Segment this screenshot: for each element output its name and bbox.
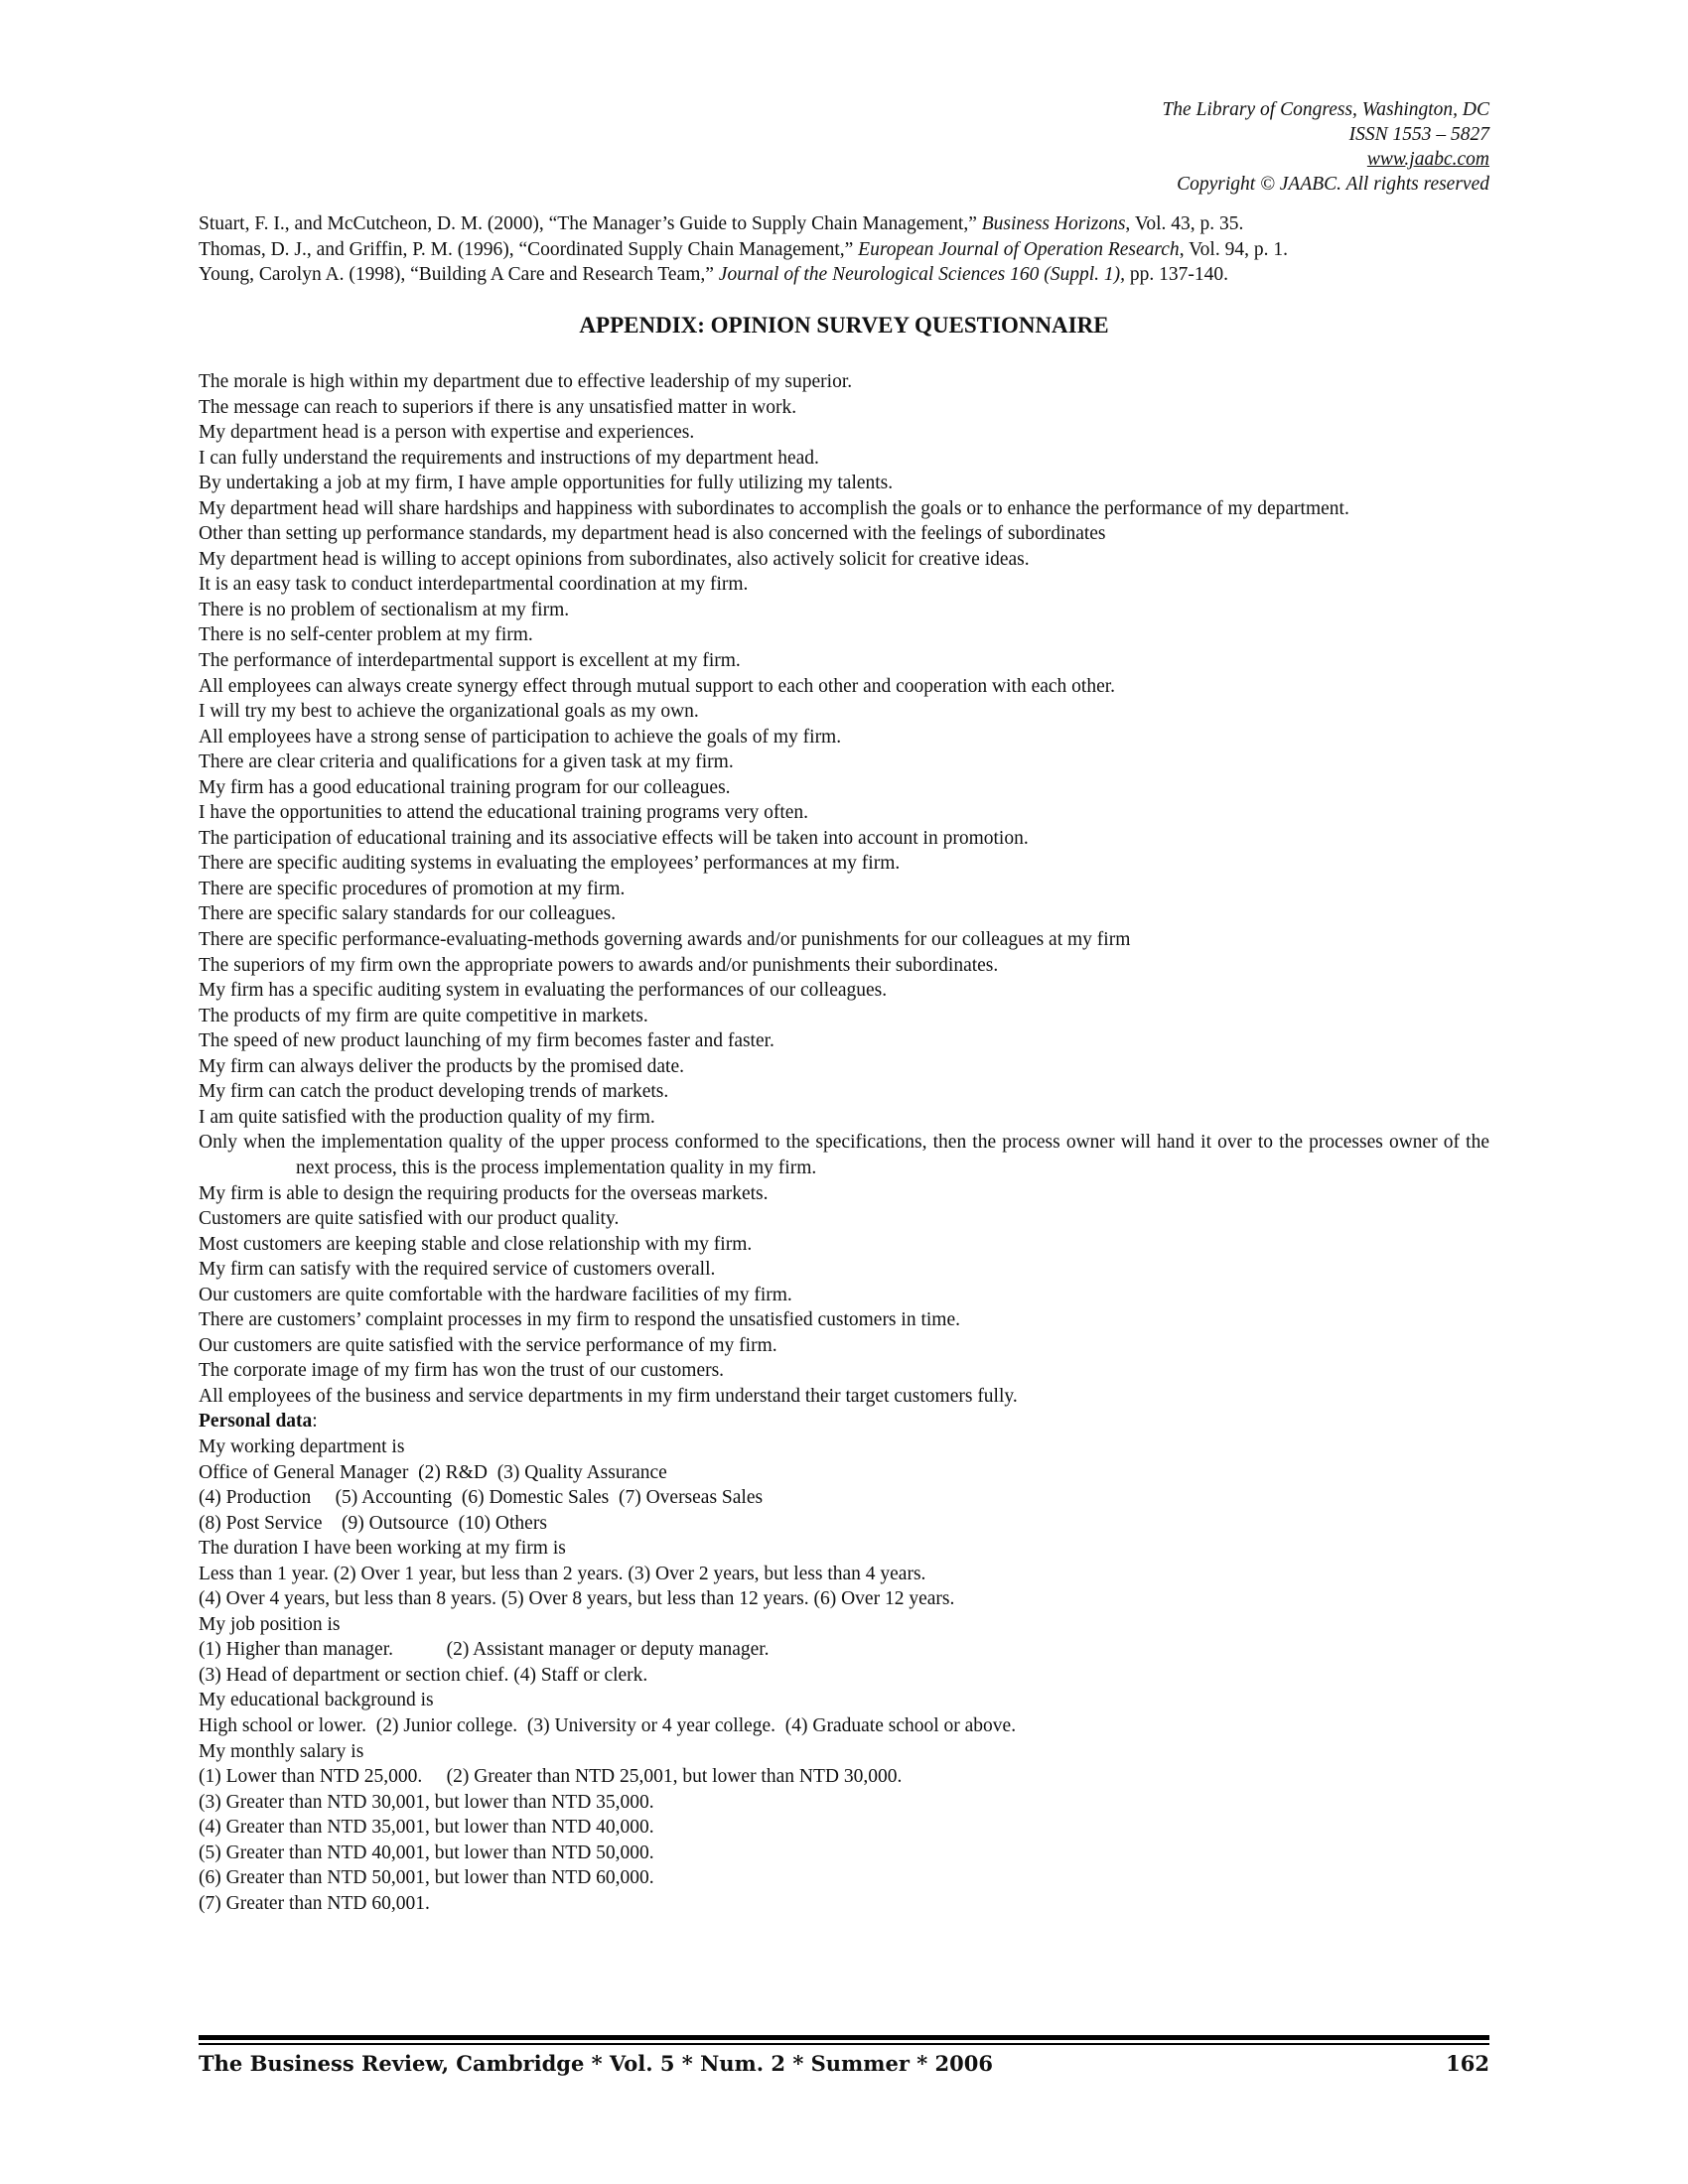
header-issn: ISSN 1553 – 5827 xyxy=(1348,124,1489,145)
survey-item: I am quite satisfied with the production quality of my firm. xyxy=(199,1106,655,1128)
survey-item: I can fully understand the requirements and instructions of my department head. xyxy=(199,447,819,469)
survey-item: My department head is willing to accept opinions from subordinates, also actively solicit for creative ideas. xyxy=(199,548,1030,570)
personal-data-line: My educational background is xyxy=(199,1690,434,1711)
personal-data-line: (4) Greater than NTD 35,001, but lower than NTD 40,000. xyxy=(199,1817,654,1839)
footer-journal: The Business Review, Cambridge * Vol. 5 * Num. 2 * Summer * 2006 xyxy=(199,2051,993,2076)
survey-item: Only when the implementation quality of the upper process conformed to the specifications, then the process owner will hand it over to the processes owner of the next process, this is the process implementation quality in my firm. xyxy=(199,1132,1489,1178)
survey-item: The morale is high within my department due to effective leadership of my superior. xyxy=(199,371,853,392)
reference-entry: Thomas, D. J., and Griffin, P. M. (1996), “Coordinated Supply Chain Management,” European Journal of Operation Research, Vol. 94, p. 1. xyxy=(199,238,1288,260)
survey-item: The message can reach to superiors if there is any unsatisfied matter in work. xyxy=(199,396,797,418)
survey-item: It is an easy task to conduct interdepartmental coordination at my firm. xyxy=(199,574,749,596)
survey-item: There are specific auditing systems in evaluating the employees’ performances at my firm. xyxy=(199,853,901,875)
survey-item: There are customers’ complaint processes in my firm to respond the unsatisfied customers in time. xyxy=(199,1309,960,1331)
personal-data-line: (8) Post Service (9) Outsource (10) Others xyxy=(199,1512,547,1534)
survey-item: My department head will share hardships and happiness with subordinates to accomplish the goals or to enhance the performance of my department. xyxy=(199,497,1349,519)
survey-item: Customers are quite satisfied with our product quality. xyxy=(199,1208,620,1230)
survey-item: All employees can always create synergy effect through mutual support to each other and cooperation with each other. xyxy=(199,675,1116,697)
survey-item: Other than setting up performance standards, my department head is also concerned with the feelings of subordinates xyxy=(199,523,1106,545)
personal-data-line: (7) Greater than NTD 60,001. xyxy=(199,1892,430,1914)
personal-data-line: (3) Greater than NTD 30,001, but lower than NTD 35,000. xyxy=(199,1791,654,1813)
survey-item: There is no self-center problem at my firm. xyxy=(199,624,533,646)
personal-data-line: My monthly salary is xyxy=(199,1740,364,1762)
survey-item: There are clear criteria and qualifications for a given task at my firm. xyxy=(199,751,734,773)
personal-data-line: (5) Greater than NTD 40,001, but lower than NTD 50,000. xyxy=(199,1842,654,1863)
survey-item: There is no problem of sectionalism at my firm. xyxy=(199,599,570,620)
personal-data-line: My working department is xyxy=(199,1435,405,1457)
survey-item: I have the opportunities to attend the educational training programs very often. xyxy=(199,802,809,824)
reference-entry: Stuart, F. I., and McCutcheon, D. M. (2000), “The Manager’s Guide to Supply Chain Management,” Business Horizons, Vol. 43, p. 35. xyxy=(199,213,1244,234)
personal-data-line: (1) Lower than NTD 25,000. (2) Greater than NTD 25,001, but lower than NTD 30,000. xyxy=(199,1766,903,1788)
page-footer xyxy=(199,2051,1489,2076)
personal-data-line: Office of General Manager (2) R&D (3) Quality Assurance xyxy=(199,1461,667,1483)
personal-data-list xyxy=(199,1434,1489,1916)
personal-data-line: (3) Head of department or section chief. (4) Staff or clerk. xyxy=(199,1664,648,1686)
survey-item: The products of my firm are quite competitive in markets. xyxy=(199,1005,648,1026)
survey-item: All employees have a strong sense of participation to achieve the goals of my firm. xyxy=(199,726,842,748)
survey-item: There are specific performance-evaluating-methods governing awards and/or punishments for our colleagues at my firm xyxy=(199,929,1131,951)
survey-item: Most customers are keeping stable and close relationship with my firm. xyxy=(199,1233,753,1255)
header-website-link[interactable]: www.jaabc.com xyxy=(1366,149,1489,170)
survey-item: I will try my best to achieve the organizational goals as my own. xyxy=(199,701,699,723)
personal-data-line: (4) Over 4 years, but less than 8 years. (5) Over 8 years, but less than 12 years. (6) Over 12 years. xyxy=(199,1588,955,1610)
survey-item: There are specific procedures of promotion at my firm. xyxy=(199,878,626,899)
survey-item: Our customers are quite satisfied with the service performance of my firm. xyxy=(199,1334,777,1356)
header-library: The Library of Congress, Washington, DC xyxy=(1162,99,1489,120)
survey-item: There are specific salary standards for our colleagues. xyxy=(199,903,617,925)
personal-data-heading: Personal data: xyxy=(199,1411,318,1433)
personal-data-line: (6) Greater than NTD 50,001, but lower than NTD 60,000. xyxy=(199,1867,654,1889)
survey-content xyxy=(199,369,1489,1916)
header-copyright: Copyright © JAABC. All rights reserved xyxy=(1177,174,1489,195)
personal-data-line: The duration I have been working at my firm is xyxy=(199,1538,566,1560)
survey-item: My firm has a good educational training program for our colleagues. xyxy=(199,776,731,798)
personal-data-line: (1) Higher than manager. (2) Assistant manager or deputy manager. xyxy=(199,1639,770,1661)
survey-item: My firm has a specific auditing system in evaluating the performances of our colleagues. xyxy=(199,980,888,1002)
references-list xyxy=(199,211,1489,288)
reference-entry: Young, Carolyn A. (1998), “Building A Care and Research Team,” Journal of the Neurological Sciences 160 (Suppl. 1), pp. 137-140. xyxy=(199,264,1229,285)
survey-item: The superiors of my firm own the appropriate powers to awards and/or punishments their subordinates. xyxy=(199,954,999,976)
personal-data-line: My job position is xyxy=(199,1613,341,1635)
survey-item: The participation of educational training and its associative effects will be taken into account in promotion. xyxy=(199,827,1029,849)
appendix-title: APPENDIX: OPINION SURVEY QUESTIONNAIRE xyxy=(579,313,1109,338)
survey-item: The performance of interdepartmental support is excellent at my firm. xyxy=(199,650,741,672)
survey-item: My firm can satisfy with the required service of customers overall. xyxy=(199,1259,716,1281)
personal-data-line: Less than 1 year. (2) Over 1 year, but less than 2 years. (3) Over 2 years, but less than 4 years. xyxy=(199,1563,926,1584)
personal-data-line: (4) Production (5) Accounting (6) Domestic Sales (7) Overseas Sales xyxy=(199,1487,764,1509)
personal-data-line: High school or lower. (2) Junior college. (3) University or 4 year college. (4) Graduate school or above. xyxy=(199,1714,1017,1736)
survey-item: The corporate image of my firm has won the trust of our customers. xyxy=(199,1360,725,1382)
footer-divider xyxy=(199,2035,1489,2045)
survey-items-list xyxy=(199,369,1489,1409)
survey-item: My firm can always deliver the products by the promised date. xyxy=(199,1055,684,1077)
survey-item: All employees of the business and service departments in my firm understand their target customers fully. xyxy=(199,1385,1018,1407)
survey-item: My firm can catch the product developing trends of markets. xyxy=(199,1081,669,1103)
survey-item: My firm is able to design the requiring products for the overseas markets. xyxy=(199,1182,769,1204)
survey-item: The speed of new product launching of my firm becomes faster and faster. xyxy=(199,1030,774,1052)
survey-item: Our customers are quite comfortable with the hardware facilities of my firm. xyxy=(199,1284,792,1305)
survey-item: By undertaking a job at my firm, I have ample opportunities for fully utilizing my talents. xyxy=(199,473,894,494)
survey-item: My department head is a person with expertise and experiences. xyxy=(199,422,695,444)
page-number: 162 xyxy=(1446,2051,1489,2076)
page-header xyxy=(1162,97,1489,197)
